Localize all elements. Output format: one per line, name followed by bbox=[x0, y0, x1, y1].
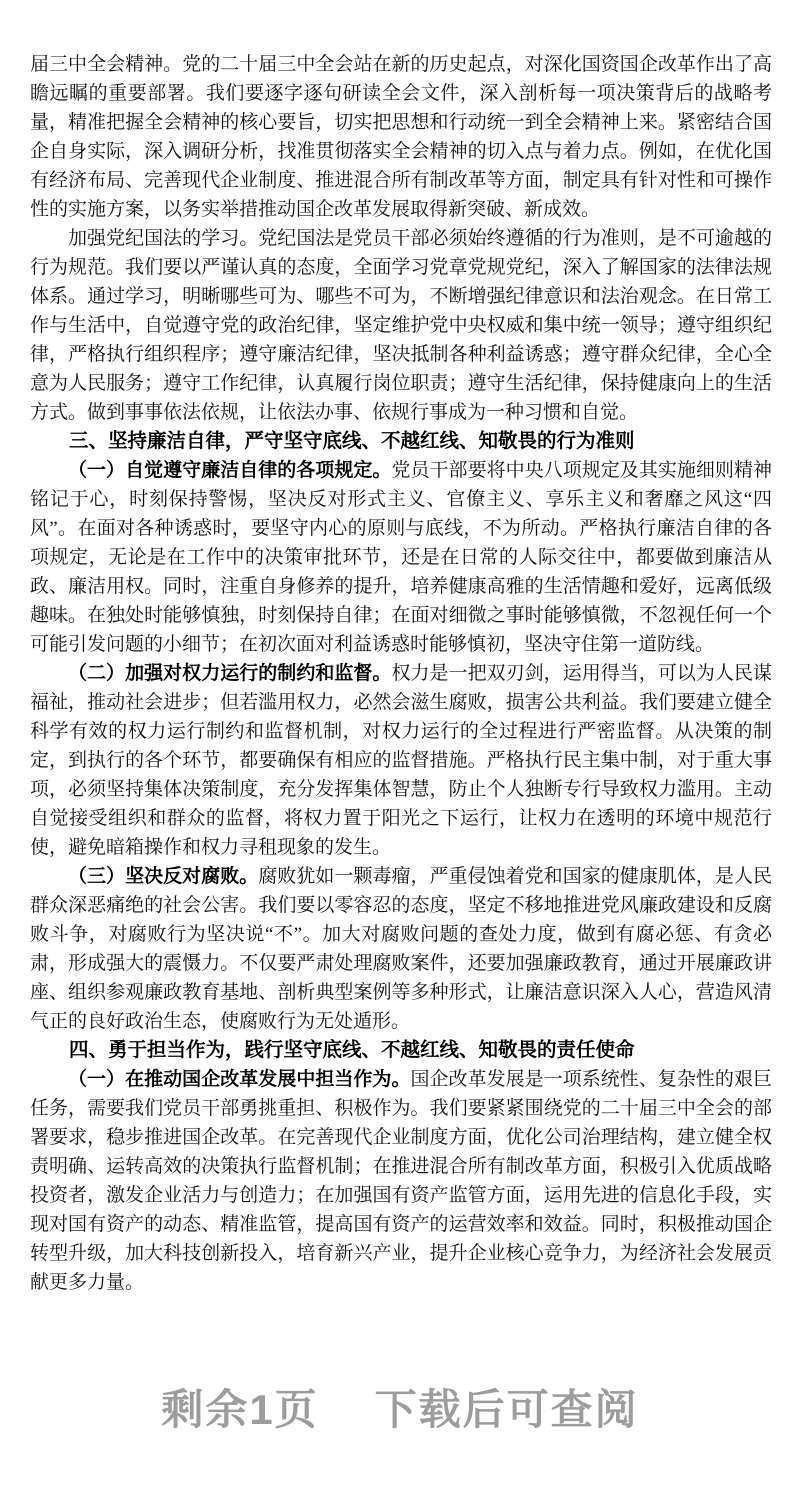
paragraph bbox=[30, 50, 772, 224]
remaining-pages-text: 剩余1页 bbox=[161, 1386, 319, 1433]
paragraph-text: 加强党纪国法的学习。党纪国法是党员干部必须始终遵循的行为准则，是不可逾越的行为规范。我们要以严谨认真的态度，全面学习党章党规党纪，深入了解国家的法律法规体系。通过学习，明晰哪些可为、哪些不可为，不断增强纪律意识和法治观念。在日常工作与生活中，自觉遵守党的政治纪律，坚定维护党中央权威和集中统一领导；遵守组织纪律，严格执行组织程序；遵守廉洁纪律，坚决抵制各种利益诱惑；遵守群众纪律，全心全意为人民服务；遵守工作纪律，认真履行岗位职责；遵守生活纪律，保持健康向上的生活方式。做到事事依法依规，让依法办事、依规行事成为一种习惯和自觉。 bbox=[30, 228, 772, 423]
paragraph bbox=[30, 1065, 772, 1297]
paragraph-text: 党员干部要将中央八项规定及其实施细则精神铭记于心，时刻保持警惕，坚决反对形式主义、官僚主义、享乐主义和奢靡之风这“四风”。在面对各种诱惑时，要坚守内心的原则与底线，不为所动。严格执行廉洁自律的各项规定，无论是在工作中的决策审批环节，还是在日常的人际交往中，都要做到廉洁从政、廉洁用权。同时，注重自身修养的提升，培养健康高雅的生活情趣和爱好，远离低级趣味。在独处时能够慎独，时刻保持自律；在面对细微之事时能够慎微，不忽视任何一个可能引发问题的小细节；在初次面对利益诱惑时能够慎初，坚决守住第一道防线。 bbox=[30, 460, 772, 655]
paragraph-text: 国企改革发展是一项系统性、复杂性的艰巨任务，需要我们党员干部勇挑重担、积极作为。我们要紧紧围绕党的二十届三中全会的部署要求，稳步推进国企改革。在完善现代企业制度方面，优化公司治理结构，建立健全权责明确、运转高效的决策执行监督机制；在推进混合所有制改革方面，积极引入优质战略投资者，激发企业活力与创造力；在加强国有资产监管方面，运用先进的信息化手段，实现对国有资产的动态、精准监管，提高国有资产的运营效率和效益。同时，积极推动国企转型升级，加大科技创新投入，培育新兴产业，提升企业核心竞争力，为经济社会发展贡献更多力量。 bbox=[30, 1069, 772, 1293]
paragraph bbox=[30, 456, 772, 659]
document-content bbox=[30, 50, 772, 1297]
remaining-pages-overlay bbox=[0, 1387, 800, 1433]
paragraph-lead: （一）自觉遵守廉洁自律的各项规定。 bbox=[68, 460, 392, 481]
download-hint-text: 下载后可查阅 bbox=[374, 1386, 639, 1433]
section-heading: 三、坚持廉洁自律，严守坚守底线、不越红线、知敬畏的行为准则 bbox=[69, 430, 635, 452]
paragraph-text: 届三中全会精神。党的二十届三中全会站在新的历史起点，对深化国资国企改革作出了高瞻远瞩的重要部署。我们要逐字逐句研读全会文件，深入剖析每一项决策背后的战略考量，精准把握全会精神的核心要旨，切实把思想和行动统一到全会精神上来。紧密结合国企自身实际，深入调研分析，找准贯彻落实全会精神的切入点与着力点。例如，在优化国有经济布局、完善现代企业制度、推进混合所有制改革等方面，制定具有针对性和可操作性的实施方案，以务实举措推动国企改革发展取得新突破、新成效。 bbox=[30, 54, 772, 220]
paragraph-text: 腐败犹如一颗毒瘤，严重侵蚀着党和国家的健康肌体，是人民群众深恶痛绝的社会公害。我们要以零容忍的态度，坚定不移地推进党风廉政建设和反腐败斗争，对腐败行为坚决说“不”。加大对腐败问题的查处力度，做到有腐必惩、有贪必肃，形成强大的震慑力。不仅要严肃处理腐败案件，还要加强廉政教育，通过开展廉政讲座、组织参观廉政教育基地、剖析典型案例等多种形式，让廉洁意识深入人心，营造风清气正的良好政治生态，使腐败行为无处遁形。 bbox=[30, 866, 772, 1032]
paragraph bbox=[30, 862, 772, 1036]
paragraph-text: 权力是一把双刃剑，运用得当，可以为人民谋福祉，推动社会进步；但若滥用权力，必然会滋生腐败，损害公共利益。我们要建立健全科学有效的权力运行制约和监督机制，对权力运行的全过程进行严密监督。从决策的制定，到执行的各个环节，都要确保有相应的监督措施。严格执行民主集中制，对于重大事项，必须坚持集体决策制度，充分发挥集体智慧，防止个人独断专行导致权力滥用。主动自觉接受组织和群众的监督，将权力置于阳光之下运行，让权力在透明的环境中规范行使，避免暗箱操作和权力寻租现象的发生。 bbox=[30, 663, 772, 858]
paragraph-lead: （二）加强对权力运行的制约和监督。 bbox=[68, 663, 392, 684]
section-heading: 四、勇于担当作为，践行坚守底线、不越红线、知敬畏的责任使命 bbox=[69, 1039, 635, 1061]
paragraph bbox=[30, 224, 772, 427]
paragraph-lead: （一）在推动国企改革发展中担当作为。 bbox=[68, 1069, 411, 1090]
paragraph bbox=[30, 659, 772, 862]
paragraph-lead: （三）坚决反对腐败。 bbox=[68, 866, 259, 887]
